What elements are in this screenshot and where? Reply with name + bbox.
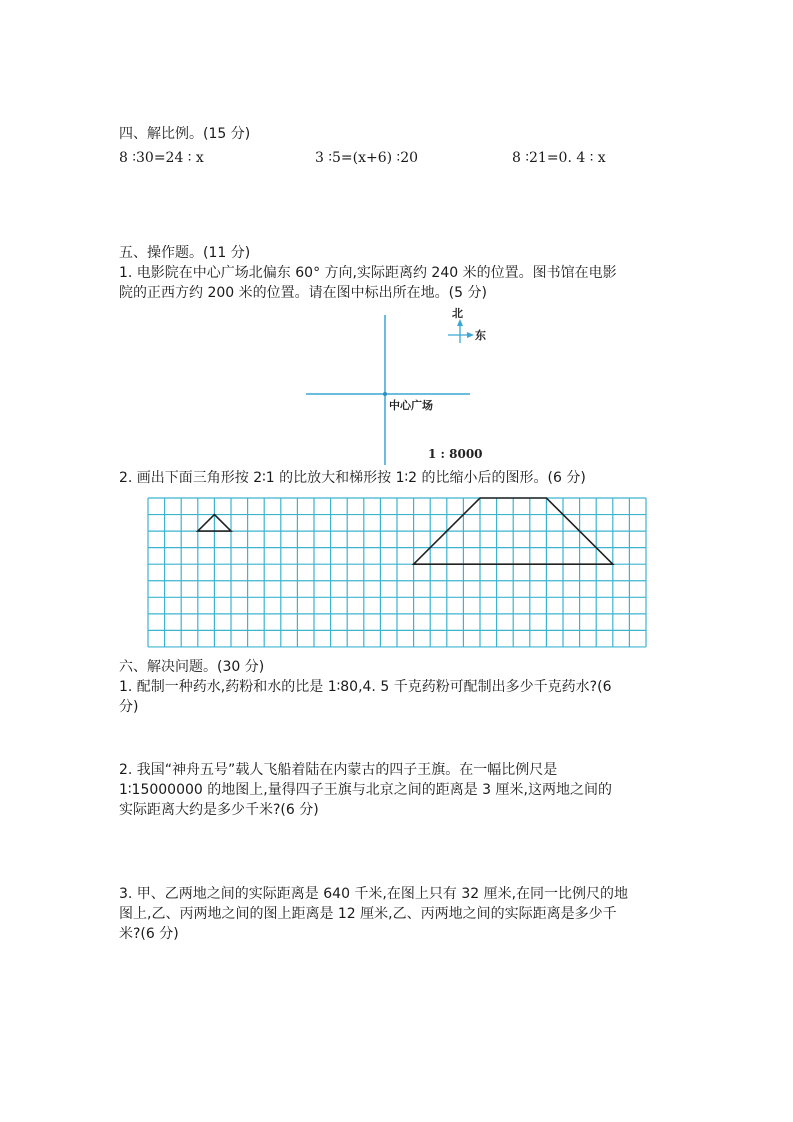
s6-q2-line3: 实际距离大约是多少千米?(6 分): [119, 802, 319, 818]
section5-heading: 五、操作题。(11 分): [119, 245, 251, 261]
center-point: [383, 392, 387, 396]
east-label: 东: [475, 329, 486, 342]
scale-label: 1 : 8000: [428, 447, 483, 461]
s6-q1-line1: 1. 配制一种药水,药粉和水的比是 1∶80,4. 5 千克药粉可配制出多少千克药水?(6: [119, 679, 612, 695]
compass-icon: [448, 319, 474, 343]
s6-q1-line2: 分): [119, 699, 139, 715]
s5-q1-line2: 院的正西方约 200 米的位置。请在图中标出所在地。(5 分): [119, 285, 487, 301]
section4-heading: 四、解比例。(15 分): [119, 126, 251, 142]
s6-q3-line3: 米?(6 分): [119, 926, 179, 942]
equation-3: 8 ∶21=0. 4 ∶ x: [512, 150, 606, 166]
s6-q2-line2: 1∶15000000 的地图上,量得四子王旗与北京之间的距离是 3 厘米,这两地之间的: [119, 782, 612, 798]
s6-q3-line2: 图上,乙、丙两地之间的图上距离是 12 厘米,乙、丙两地之间的实际距离是多少千: [119, 906, 617, 922]
equation-2: 3 ∶5=(x+6) ∶20: [315, 150, 419, 166]
map-figure: [300, 305, 500, 470]
section6-heading: 六、解决问题。(30 分): [119, 659, 265, 675]
s6-q2-line1: 2. 我国“神舟五号”载人飞船着陆在内蒙古的四子王旗。在一幅比例尺是: [119, 762, 558, 778]
equation-1: 8 ∶30=24 ∶ x: [119, 150, 204, 166]
north-label: 北: [452, 307, 463, 320]
s5-q1-line1: 1. 电影院在中心广场北偏东 60° 方向,实际距离约 240 米的位置。图书馆在电影: [119, 265, 617, 281]
s6-q3-line1: 3. 甲、乙两地之间的实际距离是 640 千米,在图上只有 32 厘米,在同一比例尺的地: [119, 886, 629, 902]
s5-q2-line1: 2. 画出下面三角形按 2∶1 的比放大和梯形按 1∶2 的比缩小后的图形。(6 分): [119, 470, 586, 486]
center-label: 中心广场: [389, 399, 433, 412]
grid-figure: [147, 497, 647, 648]
